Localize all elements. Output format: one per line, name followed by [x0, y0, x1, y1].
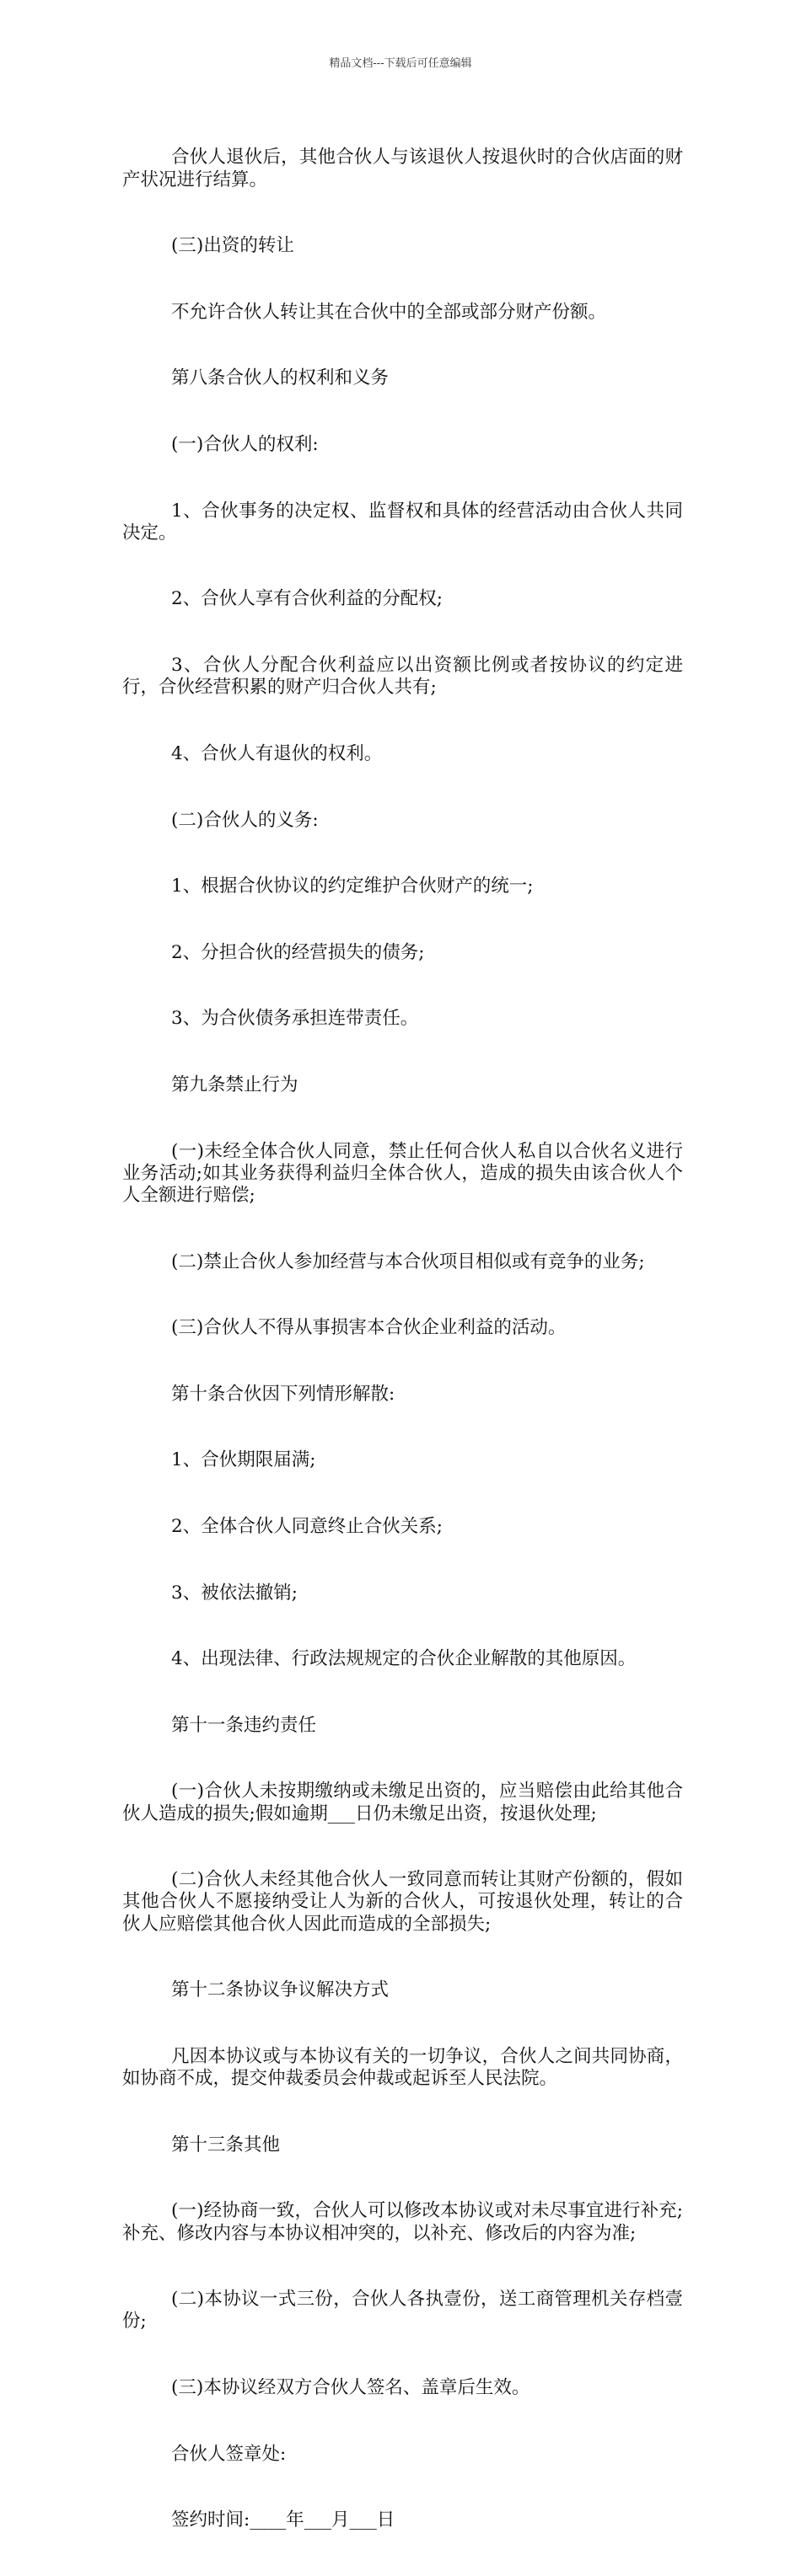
paragraph: 凡因本协议或与本协议有关的一切争议，合伙人之间共同协商，如协商不成，提交仲裁委员会仲裁或起诉至人民法院。 [122, 2045, 683, 2090]
section-heading: 第八条合伙人的权利和义务 [171, 367, 390, 389]
list-item: 1、合伙期限届满; [171, 1449, 316, 1471]
signing-date: 签约时间:____年___月___日 [171, 2509, 395, 2531]
list-item: 1、合伙事务的决定权、监督权和具体的经营活动由合伙人共同决定。 [122, 500, 683, 544]
section-heading: 第十二条协议争议解决方式 [171, 1979, 390, 2001]
list-item: 3、被依法撤销; [171, 1582, 298, 1604]
list-item: 3、为合伙债务承担连带责任。 [171, 1008, 419, 1030]
document-body [122, 103, 683, 2576]
paragraph: (一)合伙人未按期缴纳或未缴足出资的，应当赔偿由此给其他合伙人造成的损失;假如逾期___日仍未缴足出资，按退伙处理; [122, 1781, 683, 1824]
paragraph: (三)出资的转让 [171, 235, 294, 257]
list-item: 2、分担合伙的经营损失的债务; [171, 941, 425, 963]
paragraph: (二)合伙人未经其他合伙人一致同意而转让其财产份额的，假如其他合伙人不愿接纳受让人为新的合伙人，可按退伙处理，转让的合伙人应赔偿其他合伙人因此而造成的全部损失; [122, 1869, 683, 1935]
paragraph: (三)本协议经双方合伙人签名、盖章后生效。 [171, 2376, 530, 2398]
section-heading: 第十三条其他 [171, 2134, 281, 2156]
list-item: 3、合伙人分配合伙利益应以出资额比例或者按协议的约定进行，合伙经营积累的财产归合伙人共有; [122, 655, 683, 699]
paragraph: (一)经协商一致，合伙人可以修改本协议或对未尽事宜进行补充;补充、修改内容与本协议相冲突的，以补充、修改后的内容为准; [122, 2200, 683, 2244]
paragraph: (二)本协议一式三份，合伙人各执壹份，送工商管理机关存档壹份; [122, 2289, 683, 2332]
paragraph: 合伙人退伙后，其他合伙人与该退伙人按退伙时的合伙店面的财产状况进行结算。 [122, 147, 683, 190]
list-item: 1、根据合伙协议的约定维护合伙财产的统一; [171, 876, 534, 897]
list-item: 2、合伙人享有合伙利益的分配权; [171, 588, 443, 610]
section-heading: 第十一条违约责任 [171, 1714, 317, 1736]
list-item: 2、全体合伙人同意终止合伙关系; [171, 1516, 443, 1537]
section-heading: 第十条合伙因下列情形解散: [171, 1383, 395, 1405]
section-heading: 第九条禁止行为 [171, 1074, 298, 1095]
paragraph: (一)合伙人的权利: [171, 434, 319, 456]
paragraph: (二)合伙人的义务: [171, 809, 319, 831]
page-header: 精品文档---下载后可任意编辑 [329, 57, 472, 70]
paragraph: (一)未经全体合伙人同意，禁止任何合伙人私自以合伙名义进行业务活动;如其业务获得利益归全体合伙人，造成的损失由该合伙人个人全额进行赔偿; [122, 1140, 683, 1206]
list-item: 4、合伙人有退伙的权利。 [171, 742, 383, 764]
paragraph: (三)合伙人不得从事损害本合伙企业利益的活动。 [171, 1317, 567, 1339]
paragraph: 不允许合伙人转让其在合伙中的全部或部分财产份额。 [171, 301, 607, 323]
list-item: 4、出现法律、行政法规规定的合伙企业解散的其他原因。 [171, 1648, 637, 1670]
paragraph: (二)禁止合伙人参加经营与本合伙项目相似或有竞争的业务; [171, 1251, 645, 1272]
signature-label: 合伙人签章处: [171, 2443, 287, 2465]
